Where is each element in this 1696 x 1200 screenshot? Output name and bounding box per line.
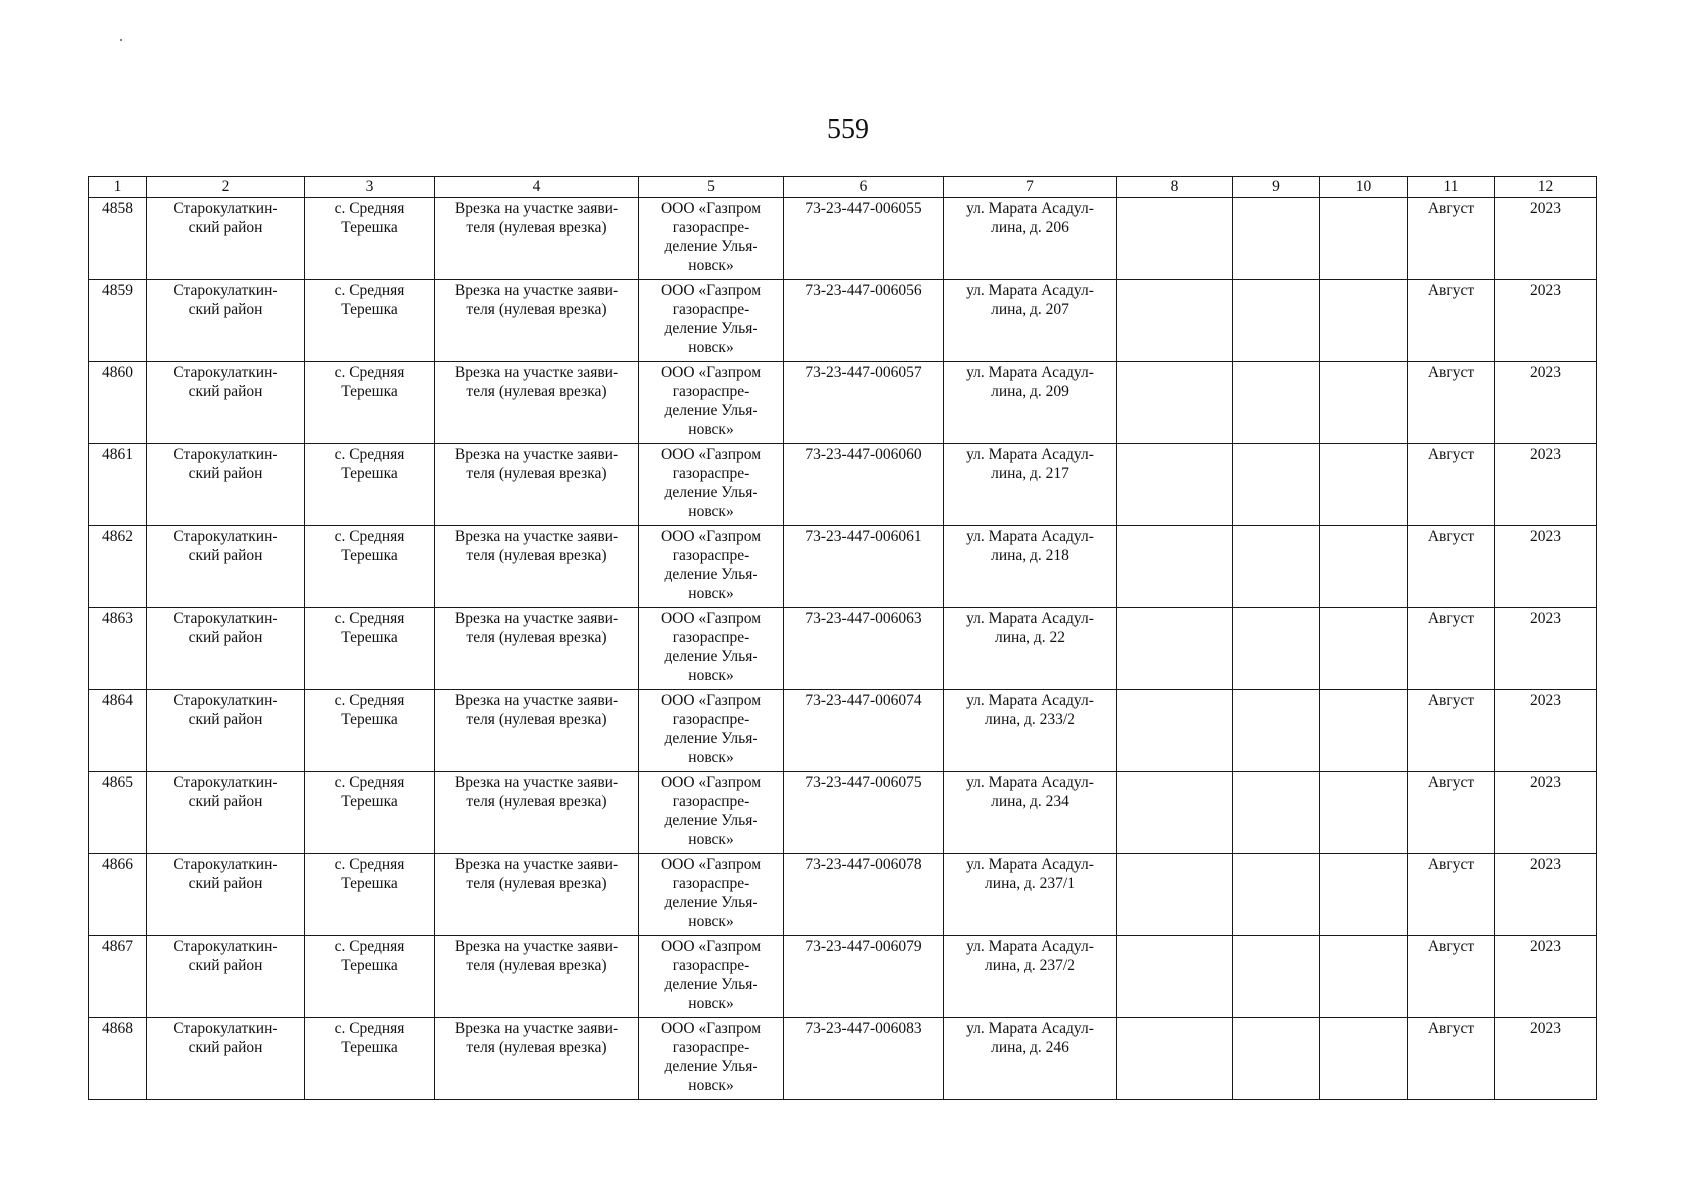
district-cell	[147, 854, 305, 936]
work-type-cell	[435, 608, 639, 690]
district-cell	[147, 690, 305, 772]
organization-cell-text: ООО «Газпром газораспре- деление Улья- новск»	[660, 856, 762, 930]
settlement-cell	[305, 608, 435, 690]
year-cell-text: 2023	[1530, 364, 1561, 381]
column-header-10: 10	[1320, 177, 1408, 198]
work-type-cell-text: Врезка на участке заяви- теля (нулевая врезка)	[454, 610, 619, 646]
address-cell	[944, 690, 1117, 772]
column-10-cell	[1320, 936, 1408, 1018]
column-8-cell	[1117, 280, 1233, 362]
work-type-cell-text: Врезка на участке заяви- теля (нулевая врезка)	[454, 1020, 619, 1056]
organization-cell	[639, 280, 784, 362]
year-cell-text: 2023	[1530, 938, 1561, 955]
work-type-cell-text: Врезка на участке заяви- теля (нулевая врезка)	[454, 528, 619, 564]
row-number-cell-text: 4859	[102, 282, 133, 299]
year-cell-text: 2023	[1530, 528, 1561, 545]
district-cell-text: Старокулаткин- ский район	[173, 938, 278, 974]
district-cell	[147, 198, 305, 280]
column-10-cell	[1320, 608, 1408, 690]
column-8-cell	[1117, 362, 1233, 444]
address-cell-text: ул. Марата Асадул- лина, д. 237/2	[966, 938, 1094, 974]
column-9-cell	[1233, 280, 1320, 362]
organization-cell	[639, 198, 784, 280]
row-number-cell	[89, 1018, 147, 1100]
district-cell	[147, 608, 305, 690]
column-9-cell	[1233, 608, 1320, 690]
object-code-cell-text: 73-23-447-006083	[805, 1020, 922, 1037]
organization-cell	[639, 444, 784, 526]
address-cell-text: ул. Марата Асадул- лина, д. 217	[966, 446, 1094, 482]
year-cell	[1495, 690, 1597, 772]
organization-cell	[639, 936, 784, 1018]
address-cell-text: ул. Марата Асадул- лина, д. 206	[966, 200, 1094, 236]
address-cell	[944, 854, 1117, 936]
month-cell-text: Август	[1427, 1020, 1475, 1037]
table-row	[89, 608, 1597, 690]
object-code-cell-text: 73-23-447-006063	[805, 610, 922, 627]
organization-cell	[639, 772, 784, 854]
organization-cell-text: ООО «Газпром газораспре- деление Улья- новск»	[660, 282, 762, 356]
object-code-cell	[784, 772, 944, 854]
month-cell	[1408, 280, 1495, 362]
work-type-cell-text: Врезка на участке заяви- теля (нулевая врезка)	[454, 200, 619, 236]
settlement-cell-text: с. Средняя Терешка	[334, 200, 405, 236]
work-type-cell	[435, 1018, 639, 1100]
column-8-cell	[1117, 936, 1233, 1018]
organization-cell-text: ООО «Газпром газораспре- деление Улья- новск»	[660, 692, 762, 766]
work-type-cell-text: Врезка на участке заяви- теля (нулевая врезка)	[454, 938, 619, 974]
organization-cell-text: ООО «Газпром газораспре- деление Улья- новск»	[660, 446, 762, 520]
scan-speck	[120, 39, 122, 41]
table-row	[89, 444, 1597, 526]
object-code-cell	[784, 936, 944, 1018]
row-number-cell	[89, 854, 147, 936]
settlement-cell	[305, 772, 435, 854]
table-row	[89, 936, 1597, 1018]
column-10-cell	[1320, 772, 1408, 854]
work-type-cell	[435, 690, 639, 772]
column-8-cell	[1117, 526, 1233, 608]
address-cell-text: ул. Марата Асадул- лина, д. 207	[966, 282, 1094, 318]
settlement-cell	[305, 936, 435, 1018]
month-cell-text: Август	[1427, 774, 1475, 791]
row-number-cell	[89, 198, 147, 280]
settlement-cell-text: с. Средняя Терешка	[334, 692, 405, 728]
table-row	[89, 690, 1597, 772]
address-cell-text: ул. Марата Асадул- лина, д. 233/2	[966, 692, 1094, 728]
column-8-cell	[1117, 1018, 1233, 1100]
work-type-cell	[435, 854, 639, 936]
row-number-cell	[89, 526, 147, 608]
work-type-cell-text: Врезка на участке заяви- теля (нулевая врезка)	[454, 856, 619, 892]
month-cell-text: Август	[1427, 282, 1475, 299]
column-9-cell	[1233, 1018, 1320, 1100]
object-code-cell-text: 73-23-447-006056	[805, 282, 922, 299]
object-code-cell-text: 73-23-447-006060	[805, 446, 922, 463]
month-cell-text: Август	[1427, 528, 1475, 545]
column-9-cell	[1233, 854, 1320, 936]
year-cell-text: 2023	[1530, 282, 1561, 299]
row-number-cell-text: 4864	[102, 692, 133, 709]
table-row	[89, 1018, 1597, 1100]
work-type-cell	[435, 362, 639, 444]
settlement-cell	[305, 854, 435, 936]
year-cell	[1495, 772, 1597, 854]
column-header-7: 7	[944, 177, 1117, 198]
column-10-cell	[1320, 526, 1408, 608]
year-cell-text: 2023	[1530, 856, 1561, 873]
row-number-cell-text: 4868	[102, 1020, 133, 1037]
district-cell-text: Старокулаткин- ский район	[173, 856, 278, 892]
settlement-cell-text: с. Средняя Терешка	[334, 364, 405, 400]
settlement-cell	[305, 526, 435, 608]
table-body	[89, 177, 1597, 1100]
year-cell-text: 2023	[1530, 610, 1561, 627]
address-cell	[944, 608, 1117, 690]
column-9-cell	[1233, 936, 1320, 1018]
settlement-cell-text: с. Средняя Терешка	[334, 856, 405, 892]
object-code-cell-text: 73-23-447-006057	[805, 364, 922, 381]
organization-cell-text: ООО «Газпром газораспре- деление Улья- новск»	[660, 200, 762, 274]
object-code-cell	[784, 854, 944, 936]
year-cell	[1495, 362, 1597, 444]
column-8-cell	[1117, 608, 1233, 690]
month-cell	[1408, 936, 1495, 1018]
month-cell-text: Август	[1427, 610, 1475, 627]
settlement-cell-text: с. Средняя Терешка	[334, 282, 405, 318]
object-code-cell-text: 73-23-447-006075	[805, 774, 922, 791]
column-9-cell	[1233, 198, 1320, 280]
object-code-cell-text: 73-23-447-006074	[805, 692, 922, 709]
column-header-6: 6	[784, 177, 944, 198]
object-code-cell	[784, 608, 944, 690]
column-9-cell	[1233, 526, 1320, 608]
column-header-5: 5	[639, 177, 784, 198]
column-number-row	[89, 177, 1597, 198]
row-number-cell-text: 4862	[102, 528, 133, 545]
year-cell-text: 2023	[1530, 200, 1561, 217]
organization-cell	[639, 608, 784, 690]
column-10-cell	[1320, 1018, 1408, 1100]
address-cell	[944, 362, 1117, 444]
district-cell-text: Старокулаткин- ский район	[173, 1020, 278, 1056]
address-cell	[944, 936, 1117, 1018]
row-number-cell	[89, 280, 147, 362]
organization-cell-text: ООО «Газпром газораспре- деление Улья- новск»	[660, 528, 762, 602]
column-9-cell	[1233, 772, 1320, 854]
column-header-9: 9	[1233, 177, 1320, 198]
row-number-cell	[89, 772, 147, 854]
page-number: 559	[827, 114, 869, 145]
column-header-3: 3	[305, 177, 435, 198]
month-cell-text: Август	[1427, 856, 1475, 873]
column-10-cell	[1320, 198, 1408, 280]
work-type-cell	[435, 936, 639, 1018]
organization-cell	[639, 854, 784, 936]
table-row	[89, 772, 1597, 854]
address-cell-text: ул. Марата Асадул- лина, д. 22	[966, 610, 1094, 646]
object-code-cell-text: 73-23-447-006079	[805, 938, 922, 955]
object-code-cell-text: 73-23-447-006061	[805, 528, 922, 545]
settlement-cell	[305, 198, 435, 280]
month-cell-text: Август	[1427, 938, 1475, 955]
work-type-cell	[435, 198, 639, 280]
settlement-cell-text: с. Средняя Терешка	[334, 774, 405, 810]
district-cell	[147, 362, 305, 444]
column-8-cell	[1117, 198, 1233, 280]
year-cell	[1495, 854, 1597, 936]
column-10-cell	[1320, 444, 1408, 526]
object-code-cell-text: 73-23-447-006055	[805, 200, 922, 217]
table-row	[89, 198, 1597, 280]
row-number-cell-text: 4867	[102, 938, 133, 955]
column-8-cell	[1117, 690, 1233, 772]
month-cell	[1408, 526, 1495, 608]
organization-cell	[639, 1018, 784, 1100]
work-type-cell	[435, 444, 639, 526]
year-cell-text: 2023	[1530, 446, 1561, 463]
work-type-cell	[435, 772, 639, 854]
row-number-cell-text: 4865	[102, 774, 133, 791]
month-cell-text: Август	[1427, 200, 1475, 217]
district-cell-text: Старокулаткин- ский район	[173, 610, 278, 646]
district-cell-text: Старокулаткин- ский район	[173, 528, 278, 564]
row-number-cell	[89, 690, 147, 772]
year-cell	[1495, 280, 1597, 362]
settlement-cell	[305, 690, 435, 772]
register-table	[88, 176, 1597, 1100]
work-type-cell-text: Врезка на участке заяви- теля (нулевая врезка)	[454, 692, 619, 728]
work-type-cell	[435, 526, 639, 608]
year-cell-text: 2023	[1530, 1020, 1561, 1037]
address-cell	[944, 772, 1117, 854]
organization-cell-text: ООО «Газпром газораспре- деление Улья- новск»	[660, 364, 762, 438]
object-code-cell	[784, 280, 944, 362]
row-number-cell	[89, 444, 147, 526]
work-type-cell	[435, 280, 639, 362]
address-cell	[944, 1018, 1117, 1100]
column-header-8: 8	[1117, 177, 1233, 198]
column-8-cell	[1117, 444, 1233, 526]
address-cell-text: ул. Марата Асадул- лина, д. 234	[966, 774, 1094, 810]
row-number-cell	[89, 608, 147, 690]
month-cell	[1408, 608, 1495, 690]
organization-cell-text: ООО «Газпром газораспре- деление Улья- новск»	[660, 610, 762, 684]
address-cell	[944, 444, 1117, 526]
month-cell-text: Август	[1427, 446, 1475, 463]
object-code-cell	[784, 198, 944, 280]
column-8-cell	[1117, 854, 1233, 936]
settlement-cell-text: с. Средняя Терешка	[334, 938, 405, 974]
address-cell-text: ул. Марата Асадул- лина, д. 209	[966, 364, 1094, 400]
work-type-cell-text: Врезка на участке заяви- теля (нулевая врезка)	[454, 446, 619, 482]
month-cell-text: Август	[1427, 692, 1475, 709]
column-10-cell	[1320, 362, 1408, 444]
year-cell	[1495, 526, 1597, 608]
object-code-cell	[784, 444, 944, 526]
organization-cell-text: ООО «Газпром газораспре- деление Улья- новск»	[660, 1020, 762, 1094]
address-cell-text: ул. Марата Асадул- лина, д. 218	[966, 528, 1094, 564]
column-8-cell	[1117, 772, 1233, 854]
month-cell	[1408, 198, 1495, 280]
row-number-cell	[89, 362, 147, 444]
year-cell	[1495, 198, 1597, 280]
address-cell	[944, 198, 1117, 280]
organization-cell	[639, 362, 784, 444]
settlement-cell	[305, 444, 435, 526]
month-cell	[1408, 362, 1495, 444]
district-cell	[147, 526, 305, 608]
column-10-cell	[1320, 280, 1408, 362]
row-number-cell-text: 4866	[102, 856, 133, 873]
district-cell-text: Старокулаткин- ский район	[173, 200, 278, 236]
column-header-11: 11	[1408, 177, 1495, 198]
settlement-cell	[305, 280, 435, 362]
district-cell	[147, 772, 305, 854]
year-cell	[1495, 1018, 1597, 1100]
object-code-cell	[784, 362, 944, 444]
year-cell	[1495, 444, 1597, 526]
settlement-cell-text: с. Средняя Терешка	[334, 610, 405, 646]
district-cell-text: Старокулаткин- ский район	[173, 364, 278, 400]
column-10-cell	[1320, 854, 1408, 936]
row-number-cell	[89, 936, 147, 1018]
year-cell-text: 2023	[1530, 692, 1561, 709]
settlement-cell-text: с. Средняя Терешка	[334, 1020, 405, 1056]
address-cell	[944, 280, 1117, 362]
district-cell-text: Старокулаткин- ский район	[173, 774, 278, 810]
column-header-12: 12	[1495, 177, 1597, 198]
settlement-cell	[305, 362, 435, 444]
year-cell-text: 2023	[1530, 774, 1561, 791]
settlement-cell-text: с. Средняя Терешка	[334, 528, 405, 564]
table-row	[89, 362, 1597, 444]
settlement-cell-text: с. Средняя Терешка	[334, 446, 405, 482]
object-code-cell	[784, 526, 944, 608]
month-cell-text: Август	[1427, 364, 1475, 381]
work-type-cell-text: Врезка на участке заяви- теля (нулевая врезка)	[454, 774, 619, 810]
organization-cell-text: ООО «Газпром газораспре- деление Улья- новск»	[660, 774, 762, 848]
settlement-cell	[305, 1018, 435, 1100]
row-number-cell-text: 4860	[102, 364, 133, 381]
row-number-cell-text: 4858	[102, 200, 133, 217]
table-row	[89, 854, 1597, 936]
column-header-2: 2	[147, 177, 305, 198]
district-cell	[147, 1018, 305, 1100]
district-cell-text: Старокулаткин- ский район	[173, 282, 278, 318]
row-number-cell-text: 4861	[102, 446, 133, 463]
table-row	[89, 280, 1597, 362]
column-10-cell	[1320, 690, 1408, 772]
address-cell-text: ул. Марата Асадул- лина, д. 246	[966, 1020, 1094, 1056]
organization-cell	[639, 690, 784, 772]
month-cell	[1408, 690, 1495, 772]
work-type-cell-text: Врезка на участке заяви- теля (нулевая врезка)	[454, 282, 619, 318]
organization-cell	[639, 526, 784, 608]
month-cell	[1408, 1018, 1495, 1100]
address-cell	[944, 526, 1117, 608]
object-code-cell	[784, 1018, 944, 1100]
year-cell	[1495, 936, 1597, 1018]
object-code-cell-text: 73-23-447-006078	[805, 856, 922, 873]
column-header-4: 4	[435, 177, 639, 198]
month-cell	[1408, 444, 1495, 526]
column-header-1: 1	[89, 177, 147, 198]
district-cell	[147, 280, 305, 362]
year-cell	[1495, 608, 1597, 690]
table-row	[89, 526, 1597, 608]
district-cell	[147, 936, 305, 1018]
organization-cell-text: ООО «Газпром газораспре- деление Улья- новск»	[660, 938, 762, 1012]
work-type-cell-text: Врезка на участке заяви- теля (нулевая врезка)	[454, 364, 619, 400]
column-9-cell	[1233, 690, 1320, 772]
column-9-cell	[1233, 444, 1320, 526]
column-9-cell	[1233, 362, 1320, 444]
month-cell	[1408, 854, 1495, 936]
district-cell	[147, 444, 305, 526]
district-cell-text: Старокулаткин- ский район	[173, 446, 278, 482]
district-cell-text: Старокулаткин- ский район	[173, 692, 278, 728]
object-code-cell	[784, 690, 944, 772]
address-cell-text: ул. Марата Асадул- лина, д. 237/1	[966, 856, 1094, 892]
row-number-cell-text: 4863	[102, 610, 133, 627]
month-cell	[1408, 772, 1495, 854]
